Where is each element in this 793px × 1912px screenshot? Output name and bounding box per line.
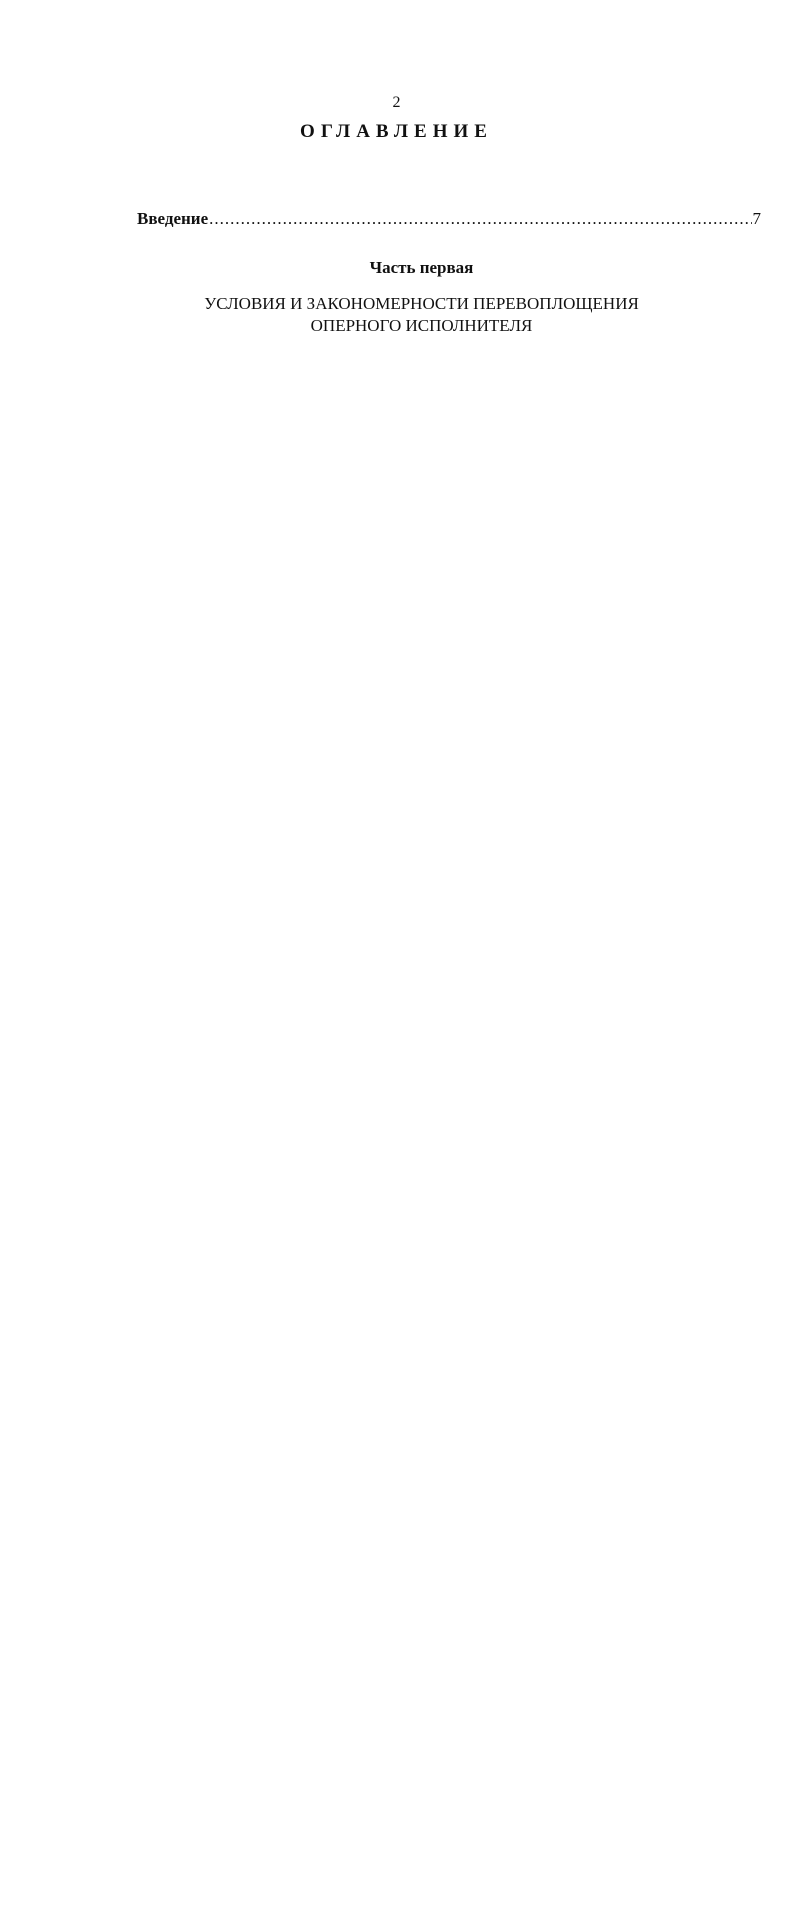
toc-page-number [137,790,793,1912]
toc-page-number: 7 [752,209,761,228]
toc-chapter-3 [137,790,763,1063]
toc-chapter-1 [137,362,763,551]
toc-entry[interactable] [137,743,763,764]
part-title [0,293,793,337]
page-title: ОГЛАВЛЕНИЕ [300,121,493,142]
toc-entry-introduction[interactable] [137,209,761,229]
part-title-line1: УСЛОВИЯ И ЗАКОНОМЕРНОСТИ ПЕРЕВОПЛОЩЕНИЯ [204,294,639,313]
toc-entry-label: Введение [137,209,209,228]
page-number: 2 [392,94,401,111]
part-label: Часть первая [369,258,474,277]
toc-chapter-2 [137,575,763,764]
part-title-line2: ОПЕРНОГО ИСПОЛНИТЕЛЯ [310,316,533,335]
dot-leader [209,209,751,229]
toc-entry[interactable] [137,509,763,551]
toc-entry[interactable] [137,1021,763,1063]
